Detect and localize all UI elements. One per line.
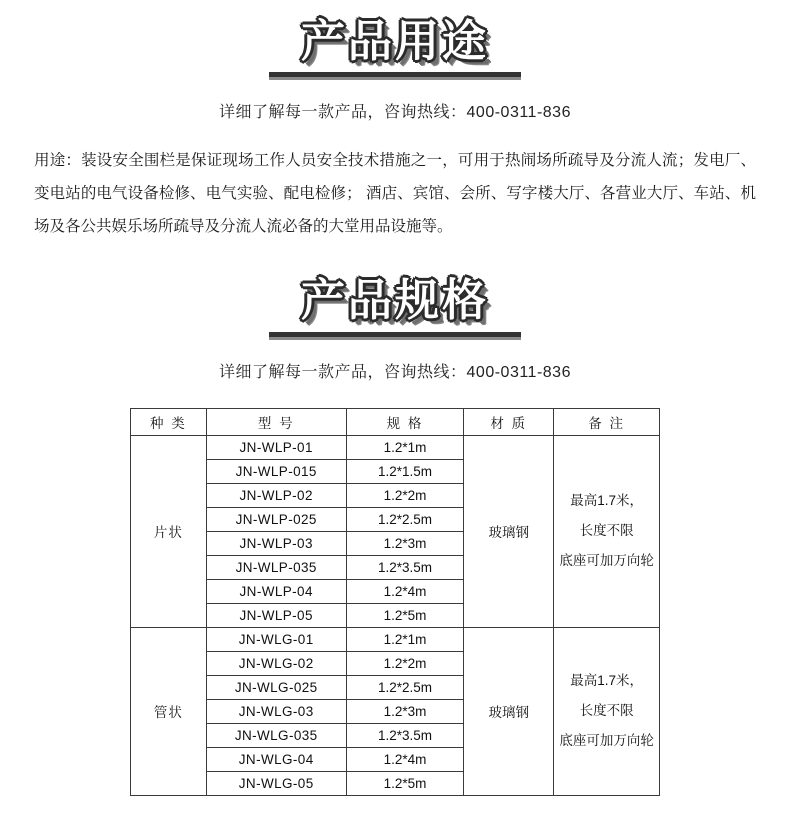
cell-spec: 1.2*3.5m <box>346 723 464 747</box>
cell-model: JN-WLG-035 <box>206 723 346 747</box>
cell-spec: 1.2*4m <box>346 579 464 603</box>
cell-model: JN-WLG-02 <box>206 651 346 675</box>
cell-spec: 1.2*3m <box>346 531 464 555</box>
cell-kind-tube: 管状 <box>131 627 207 795</box>
table-header-row <box>131 408 660 435</box>
spec-table-head <box>131 408 660 435</box>
header-material: 材 质 <box>464 408 554 435</box>
spec-table-wrapper <box>130 408 660 796</box>
cell-model: JN-WLG-01 <box>206 627 346 651</box>
cell-spec: 1.2*5m <box>346 771 464 795</box>
section-subtitle-usage: 详细了解每一款产品，咨询热线：400-0311-836 <box>219 104 571 122</box>
note-line: 底座可加万向轮 <box>559 733 654 749</box>
header-spec: 规 格 <box>346 408 464 435</box>
cell-spec: 1.2*1m <box>346 435 464 459</box>
heading-underline-spec <box>269 332 521 337</box>
cell-kind-sheet: 片状 <box>131 435 207 627</box>
cell-material-sheet: 玻璃钢 <box>464 435 554 627</box>
cell-spec: 1.2*1m <box>346 627 464 651</box>
spec-table <box>130 408 660 796</box>
note-line: 长度不限 <box>579 703 634 719</box>
cell-spec: 1.2*2.5m <box>346 675 464 699</box>
note-line: 最高1.7米， <box>570 493 643 509</box>
cell-model: JN-WLG-05 <box>206 771 346 795</box>
cell-model: JN-WLP-035 <box>206 555 346 579</box>
cell-model: JN-WLG-04 <box>206 747 346 771</box>
cell-material-tube: 玻璃钢 <box>464 627 554 795</box>
cell-spec: 1.2*1.5m <box>346 459 464 483</box>
heading-underline-usage <box>269 72 521 77</box>
note-line: 长度不限 <box>579 523 634 539</box>
cell-model: JN-WLP-025 <box>206 507 346 531</box>
cell-spec: 1.2*4m <box>346 747 464 771</box>
spec-table-body <box>131 435 660 795</box>
cell-spec: 1.2*2.5m <box>346 507 464 531</box>
cell-model: JN-WLP-01 <box>206 435 346 459</box>
table-row <box>131 435 660 459</box>
section-heading-spec <box>0 243 790 336</box>
cell-spec: 1.2*2m <box>346 651 464 675</box>
table-row <box>131 627 660 651</box>
header-note: 备 注 <box>554 408 660 435</box>
section-title-spec: 产品规格 <box>301 275 489 327</box>
cell-note-tube <box>554 627 660 795</box>
usage-paragraph: 用途：装设安全围栏是保证现场工作人员安全技术措施之一，可用于热闹场所疏导及分流人流；发电厂、变电站的电气设备检修、电气实验、配电检修； 酒店、宾馆、会所、写字楼大厅、各营业大厅、车站、机场及各公共娱乐场所疏导及分流人流必备的大堂用品设施等。 <box>34 152 756 236</box>
cell-spec: 1.2*3m <box>346 699 464 723</box>
cell-model: JN-WLP-04 <box>206 579 346 603</box>
section-title-usage: 产品用途 <box>301 16 489 67</box>
cell-model: JN-WLG-025 <box>206 675 346 699</box>
cell-model: JN-WLP-015 <box>206 459 346 483</box>
bottom-spacer <box>0 796 790 822</box>
cell-note-sheet <box>554 435 660 627</box>
cell-model: JN-WLG-03 <box>206 699 346 723</box>
header-kind: 种 类 <box>131 408 207 435</box>
section-subtitle-spec: 详细了解每一款产品，咨询热线：400-0311-836 <box>219 363 571 381</box>
cell-model: JN-WLP-05 <box>206 603 346 627</box>
cell-spec: 1.2*5m <box>346 603 464 627</box>
cell-model: JN-WLP-03 <box>206 531 346 555</box>
cell-spec: 1.2*3.5m <box>346 555 464 579</box>
cell-spec: 1.2*2m <box>346 483 464 507</box>
cell-model: JN-WLP-02 <box>206 483 346 507</box>
section-heading-usage <box>0 0 790 77</box>
note-line: 最高1.7米， <box>570 673 643 689</box>
header-model: 型 号 <box>206 408 346 435</box>
note-line: 底座可加万向轮 <box>559 553 654 569</box>
